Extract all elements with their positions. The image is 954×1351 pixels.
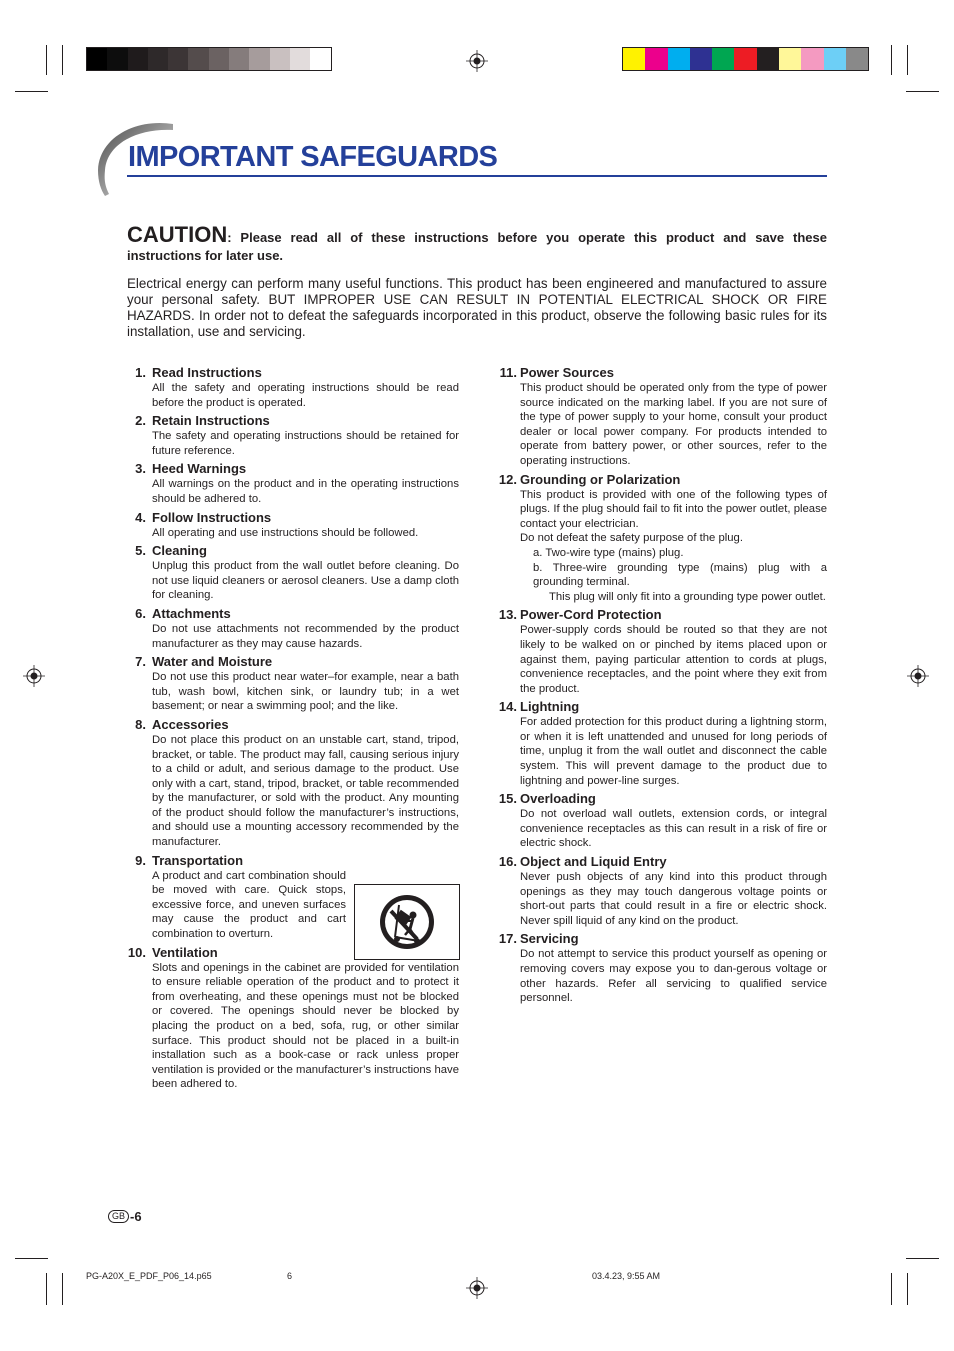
- safeguard-item: 1. Read Instructions All the safety and operating instructions should be read before the product is operated.: [127, 365, 459, 410]
- calibration-swatch: [128, 48, 148, 70]
- safeguard-item: 16. Object and Liquid Entry Never push objects of any kind into this product through openings as they may touch dangerous voltage points or short-out parts that could result in a fire or electric shock. Never spill liquid of any kind on the product.: [495, 854, 827, 928]
- caution-block: [127, 222, 827, 264]
- item-body: This product should be operated only from the type of power source indicated on the marking label. If you are not sure of the type of power supply to your home, consult your product dealer or local power company. For products intended to operate from battery power, or other sources, refer to the operating instructions.: [520, 382, 827, 467]
- item-title: Ventilation: [152, 944, 218, 960]
- item-body: Do not attempt to service this product yourself as opening or removing covers may expose you to dan-gerous voltage or other hazards. Refer all servicing to qualified service personnel.: [520, 948, 827, 1005]
- item-body: Power-supply cords should be routed so that they are not likely to be walked on or pinched by items placed upon or against them, paying particular attention to cords at plugs, convenience receptacles, and the point where they exit from the product.: [520, 624, 827, 695]
- item-body: Do not place this product on an unstable cart, stand, tripod, bracket, or table. The product may fall, causing serious injury to a child or adult, and serious damage to the product. Use only with a cart, stand, tripod, bracket, or table recommended by the manufacturer, or sold with the product. Any mounting of the product should follow the manufacturer’s instructions, and should use a mounting accessory recommended by the manufacturer.: [152, 733, 459, 849]
- safeguard-item: 10. Ventilation Slots and openings in the cabinet are provided for ventilation to ensure reliable operation of the product and to protect it from overheating, and these openings must not be blocked or covered. The openings should never be blocked by placing the product on a bed, sofa, rug, or other similar surface. This product should not be placed in a built-in installation such as a book-case or rack unless proper ventilation is provided or the manufacturer’s instructions have been adhered to.: [127, 944, 459, 1091]
- item-body: All operating and use instructions should be followed.: [152, 526, 419, 539]
- registration-mark-icon: [907, 665, 929, 687]
- calibration-swatch: [168, 48, 188, 70]
- safeguard-item: 9. Transportation A product and cart combination should be moved with care. Quick stops, excessive force, and uneven surfaces may cause the product and cart combination to overturn.: [127, 853, 459, 942]
- safeguard-item: 17. Servicing Do not attempt to service this product yourself as opening or removing covers may expose you to dan-gerous voltage or other hazards. Refer all servicing to qualified service personnel.: [495, 931, 827, 1005]
- safeguard-item: 8. Accessories Do not place this product on an unstable cart, stand, tripod, bracket, or table. The product may fall, causing serious injury to a child or adult, and serious damage to the product. Use only with a cart, stand, tripod, bracket, or table recommended by the manufacturer, or sold with the product. Any mounting of the product should follow the manufacturer’s instructions, and should use a mounting accessory recommended by the manufacturer.: [127, 717, 459, 850]
- registration-mark-icon: [466, 1277, 488, 1299]
- calibration-swatch: [734, 48, 756, 70]
- intro-paragraph: Electrical energy can perform many useful functions. This product has been engineered and manufactured to assure your personal safety. BUT IMPROPER USE CAN RESULT IN POTENTIAL ELECTRICAL SHOCK OR FIRE HAZARDS. In order not to defeat the safeguards incorporated in this product, observe the following basic rules for its installation, use and servicing.: [127, 276, 827, 339]
- slug-file: PG-A20X_E_PDF_P06_14.p65: [86, 1271, 212, 1281]
- item-title: Read Instructions: [152, 365, 262, 380]
- safeguard-item: 12. Grounding or Polarization This product is provided with one of the following types of plugs. If the plug should fail to fit into the power outlet, please contact your electrician. Do not defeat the safety purpose of the plug. a. Two-wire type (mains) plug. b. Three-wire grounding type (mains) plug with a grounding terminal. This plug will only fit into a grounding type power outlet.: [495, 472, 827, 605]
- caution-word: CAUTION: [127, 222, 228, 247]
- plug-type-b: b. Three-wire grounding type (mains) plug with a grounding terminal.: [533, 561, 827, 589]
- item-title: Retain Instructions: [152, 413, 270, 429]
- item-title: Transportation: [152, 852, 244, 868]
- cart-warning-box: [354, 884, 460, 960]
- calibration-swatch: [148, 48, 168, 70]
- item-title: Cleaning: [152, 543, 207, 559]
- calibration-swatch: [623, 48, 645, 70]
- slug-timestamp: 03.4.23, 9:55 AM: [592, 1271, 661, 1281]
- safeguard-item: 15. Overloading Do not overload wall outlets, extension cords, or integral convenience receptacles as this can result in a risk of fire or electric shock.: [495, 791, 827, 851]
- item-body: For added protection for this product during a lightning storm, or when it is left unattended and unused for long periods of time, unplug it from the wall outlet and disconnect the cable system. This will prevent damage to the product due to lightning and power-line surges.: [520, 716, 827, 787]
- safeguard-item: 11. Power Sources This product should be operated only from the type of power source indicated on the marking label. If you are not sure of the type of power supply to your home, consult your product dealer or local power company. For products intended to operate from battery power, or other sources, refer to the operating instructions.: [495, 365, 827, 469]
- title-rule: [127, 175, 827, 177]
- calibration-swatch: [757, 48, 779, 70]
- left-column: [127, 365, 459, 1092]
- calibration-swatch: [188, 48, 208, 70]
- item-title: Servicing: [520, 931, 579, 947]
- item-title: Overloading: [520, 791, 596, 807]
- calibration-swatch: [209, 48, 229, 70]
- item-body: Do not use attachments not recommended by the product manufacturer as they may cause hazards.: [152, 622, 459, 650]
- slug-page: 6: [287, 1271, 293, 1281]
- calibration-swatch: [846, 48, 868, 70]
- plug-type-b-note: This plug will only fit into a grounding type power outlet.: [549, 590, 826, 603]
- item-body: This product is provided with one of the following types of plugs. If the plug should fail to fit into the power outlet, please contact your electrician.: [520, 488, 827, 530]
- item-title: Grounding or Polarization: [520, 471, 681, 487]
- calibration-swatch: [712, 48, 734, 70]
- safeguard-item: 13. Power-Cord Protection Power-supply cords should be routed so that they are not likely to be walked on or pinched by items placed upon or against them, paying particular attention to cords at plugs, convenience receptacles, and the point where they exit from the product.: [495, 607, 827, 696]
- item-title: Object and Liquid Entry: [520, 854, 667, 870]
- page-title: IMPORTANT SAFEGUARDS: [128, 141, 498, 173]
- item-body: Do not defeat the safety purpose of the plug.: [520, 532, 743, 545]
- registration-mark-icon: [23, 665, 45, 687]
- cart-tip-over-warning-icon: [355, 885, 459, 959]
- item-body: Slots and openings in the cabinet are provided for ventilation to ensure reliable operation of the product and to protect it from overheating, and these openings must not be blocked or covered. The openings should never be blocked by placing the product on a bed, sofa, rug, or other similar surface. This product should not be placed in a built-in installation such as a book-case or rack unless proper ventilation is provided or the manufacturer’s instructions have been adhered to.: [152, 961, 459, 1091]
- item-title: Follow Instructions: [152, 509, 272, 525]
- safeguard-item: 2. Retain Instructions The safety and operating instructions should be retained for future reference.: [127, 413, 459, 458]
- right-column: [495, 365, 827, 1006]
- item-body: The safety and operating instructions should be retained for future reference.: [152, 430, 459, 457]
- safeguard-item: 14. Lightning For added protection for this product during a lightning storm, or when it is left unattended and unused for long periods of time, unplug it from the wall outlet and disconnect the cable system. This will prevent damage to the product due to lightning and power-line surges.: [495, 699, 827, 788]
- safeguard-item: 3. Heed Warnings All warnings on the product and in the operating instructions should be adhered to.: [127, 461, 459, 506]
- calibration-swatch: [779, 48, 801, 70]
- caution-text: : Please read all of these instructions before you operate this product and save these instructions for later use.: [127, 230, 827, 263]
- registration-mark-icon: [466, 50, 488, 72]
- item-title: Water and Moisture: [152, 654, 273, 670]
- color-calibration-bar: [622, 47, 869, 71]
- page-number: [108, 1209, 142, 1224]
- calibration-swatch: [690, 48, 712, 70]
- item-body: All the safety and operating instructions should be read before the product is operated.: [152, 382, 459, 409]
- grey-calibration-bar: [86, 47, 332, 71]
- item-title: Accessories: [152, 716, 229, 732]
- calibration-swatch: [801, 48, 823, 70]
- calibration-swatch: [87, 48, 107, 70]
- item-title: Heed Warnings: [152, 461, 247, 477]
- calibration-swatch: [290, 48, 310, 70]
- calibration-swatch: [668, 48, 690, 70]
- calibration-swatch: [270, 48, 290, 70]
- calibration-swatch: [310, 48, 330, 70]
- safeguard-item: 7. Water and Moisture Do not use this product near water–for example, near a bath tub, wash bowl, kitchen sink, or laundry tub; in a wet basement; or near a swimming pool; and the like.: [127, 654, 459, 714]
- page-number-value: -6: [130, 1209, 142, 1224]
- item-body: Unplug this product from the wall outlet before cleaning. Do not use liquid cleaners or aerosol cleaners. Use a damp cloth for cleaning.: [152, 560, 459, 602]
- item-body: Do not use this product near water–for example, near a bath tub, wash bowl, kitchen sink, or laundry tub; in a wet basement; or near a swimming pool; and the like.: [152, 671, 459, 713]
- item-body: All warnings on the product and in the operating instructions should be adhered to.: [152, 478, 459, 505]
- calibration-swatch: [229, 48, 249, 70]
- plug-type-a: a. Two-wire type (mains) plug.: [533, 546, 684, 559]
- item-body: A product and cart combination should be moved with care. Quick stops, excessive force, and uneven surfaces may cause the product and cart combination to overturn.: [152, 869, 346, 941]
- safeguard-item: 6. Attachments Do not use attachments not recommended by the product manufacturer as they may cause hazards.: [127, 606, 459, 651]
- calibration-swatch: [645, 48, 667, 70]
- safeguard-item: 5. Cleaning Unplug this product from the wall outlet before cleaning. Do not use liquid cleaners or aerosol cleaners. Use a damp cloth for cleaning.: [127, 543, 459, 603]
- calibration-swatch: [824, 48, 846, 70]
- calibration-swatch: [107, 48, 127, 70]
- item-title: Attachments: [152, 605, 231, 621]
- item-title: Power-Cord Protection: [520, 607, 662, 623]
- calibration-swatch: [249, 48, 269, 70]
- item-title: Power Sources: [520, 365, 614, 380]
- region-badge: GB: [108, 1210, 129, 1223]
- item-body: Do not overload wall outlets, extension cords, or integral convenience receptacles as this can result in a risk of fire or electric shock.: [520, 808, 827, 850]
- item-body: Never push objects of any kind into this product through openings as they may touch dangerous voltage points or short-out parts that could result in a fire or electric shock. Never spill liquid of any kind on the product.: [520, 871, 827, 927]
- safeguard-item: 4. Follow Instructions All operating and use instructions should be followed.: [127, 510, 459, 541]
- item-title: Lightning: [520, 699, 580, 715]
